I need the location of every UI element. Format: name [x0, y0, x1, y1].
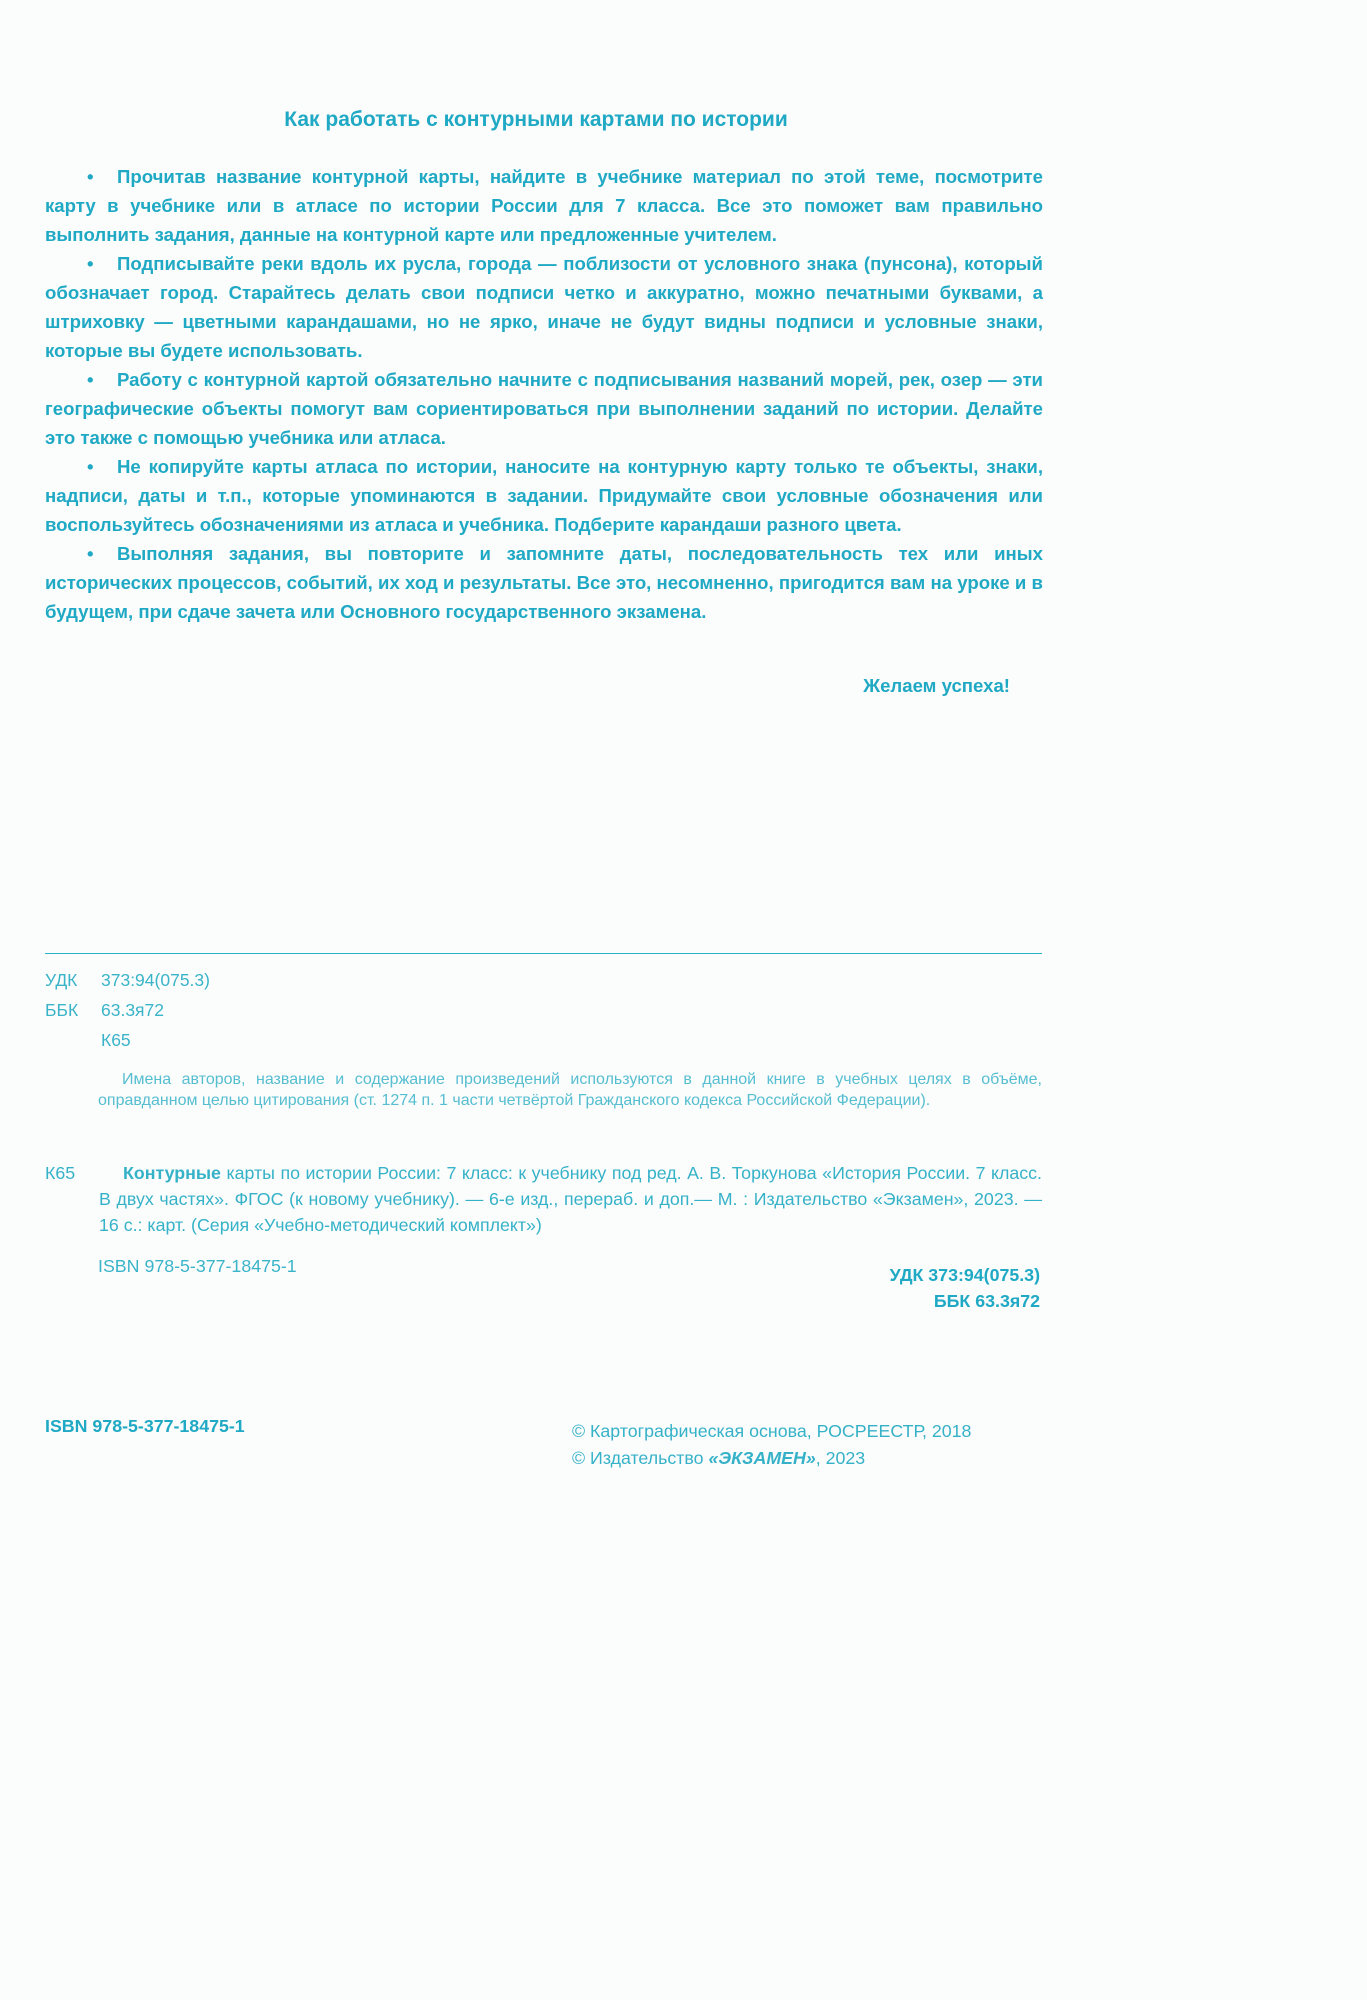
bbk-value: 63.3я72	[101, 1000, 165, 1020]
bullet-icon: •	[87, 543, 94, 564]
udk-row	[45, 965, 210, 995]
biblio-indexes	[890, 1262, 1040, 1314]
biblio-description: карты по истории России: 7 класс: к учебнику под ред. А. В. Торкунова «История России. 7 класс. В двух частях». ФГОС (к новому учебнику). — 6-е изд., перераб. и доп.— М. : Издательство «Экзамен», 2023. — 16 с.: карт. (Серия «Учебно-методический комплект»)	[99, 1163, 1042, 1235]
copyright-notice: Имена авторов, название и содержание произведений используются в данной книге в учебных целях в объёме, оправданном целью цитирования (ст. 1274 п. 1 части четвёртой Гражданского кодекса Российской Федерации).	[98, 1071, 1042, 1109]
udk-value: 373:94(075.3)	[101, 970, 210, 990]
biblio-title-word: Контурные	[123, 1163, 221, 1183]
copyright-cartography: © Картографическая основа, РОСРЕЕСТР, 2018	[572, 1421, 972, 1441]
biblio-udk: УДК 373:94(075.3)	[889, 1265, 1040, 1285]
bbk-row	[45, 995, 210, 1025]
closing-wish: Желаем успеха!	[863, 675, 1010, 696]
author-sign-row	[45, 1025, 210, 1055]
classification-block	[45, 965, 210, 1055]
instruction-paragraph: • Подписывайте реки вдоль их русла, города — поблизости от условного знака (пунсона), который обозначает город. Старайтесь делать свои подписи четко и аккуратно, можно печатными буквами, а штриховку — цветными карандашами, но не ярко, иначе не будут видны подписи и условные знаки, которые вы будете использовать.	[45, 249, 1043, 365]
publisher-brand: «ЭКЗАМЕН»	[708, 1448, 816, 1468]
instruction-paragraph: • Прочитав название контурной карты, найдите в учебнике материал по этой теме, посмотрите карту в учебнике или в атласе по истории России для 7 класса. Все это поможет вам правильно выполнить задания, данные на контурной карте или предложенные учителем.	[45, 162, 1043, 249]
instruction-paragraph: • Не копируйте карты атласа по истории, наносите на контурную карту только те объекты, знаки, надписи, даты и т.п., которые упоминаются в задании. Придумайте свои условные обозначения или воспользуйтесь обозначениями из атласа и учебника. Подберите карандаши разного цвета.	[45, 452, 1043, 539]
biblio-text	[99, 1160, 1042, 1238]
bullet-icon: •	[87, 369, 94, 390]
instructions	[45, 162, 1043, 626]
footer-isbn: ISBN 978-5-377-18475-1	[45, 1416, 245, 1436]
bullet-icon: •	[87, 253, 94, 274]
udk-label: УДК	[45, 970, 78, 990]
author-sign: К65	[101, 1030, 131, 1050]
biblio-isbn: ISBN 978-5-377-18475-1	[98, 1256, 297, 1276]
bullet-icon: •	[87, 456, 94, 477]
biblio-code: К65	[45, 1163, 76, 1183]
biblio-bbk: ББК 63.3я72	[933, 1291, 1040, 1311]
divider	[45, 953, 1042, 954]
copyright-publisher: © Издательство «ЭКЗАМЕН», 2023	[572, 1448, 866, 1468]
instruction-paragraph: • Работу с контурной картой обязательно начните с подписывания названий морей, рек, озер — эти географические объекты помогут вам сориентироваться при выполнении заданий по истории. Делайте это также с помощью учебника или атласа.	[45, 365, 1043, 452]
bbk-label: ББК	[45, 1000, 79, 1020]
page-title: Как работать с контурными картами по истории	[284, 108, 788, 131]
copyrights	[572, 1418, 971, 1472]
instruction-paragraph: • Выполняя задания, вы повторите и запомните даты, последовательность тех или иных исторических процессов, событий, их ход и результаты. Все это, несомненно, пригодится вам на уроке и в будущем, при сдаче зачета или Основного государственного экзамена.	[45, 539, 1043, 626]
bullet-icon: •	[87, 166, 94, 187]
